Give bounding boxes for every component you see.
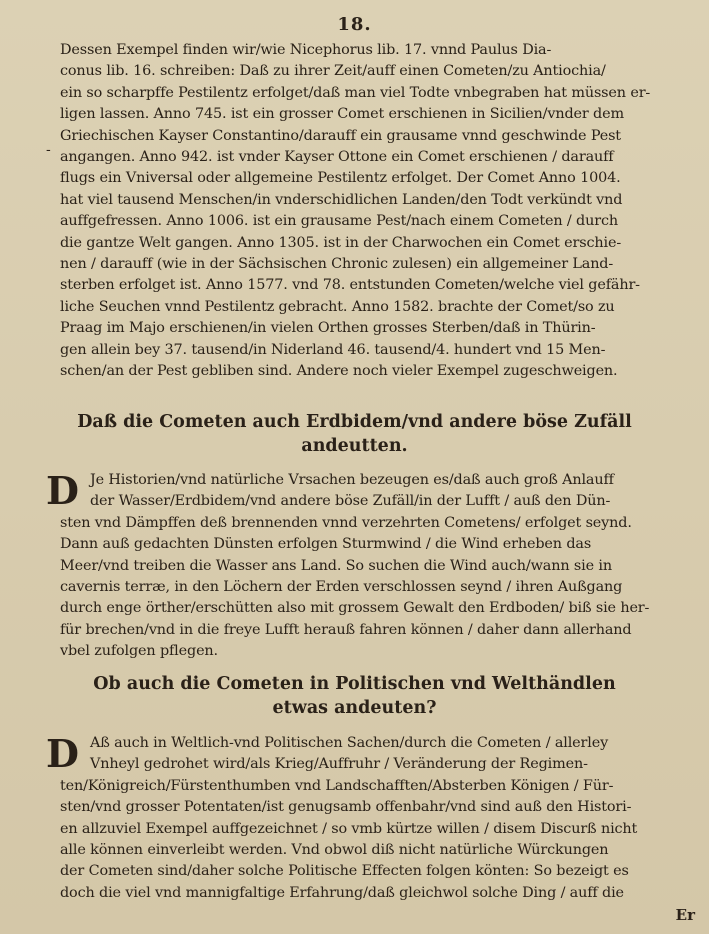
section-heading-2: [0, 672, 709, 720]
text-line: angangen. Anno 942. ist vnder Kayser Ottone ein Comet erschienen / darauff: [60, 149, 614, 166]
text-line: cavernis terræ, in den Löchern der Erden verschlossen seynd / ihren Außgang: [60, 579, 623, 596]
text-line: ten/Königreich/Fürstenthumben vnd Landschafften/Absterben Königen / Für-: [60, 777, 614, 794]
text-line: en allzuviel Exempel auffgezeichnet / so vmb kürtze willen / disem Discurß nicht: [60, 820, 638, 837]
text-line: Dessen Exempel finden wir/wie Nicephorus lib. 17. vnnd Paulus Dia-: [60, 42, 552, 58]
drop-cap: D: [46, 468, 79, 513]
text-line: andeutten.: [301, 436, 408, 456]
text-line: liche Seuchen vnnd Pestilentz gebracht. Anno 1582. brachte der Comet/so zu: [60, 298, 615, 315]
text-line: sten vnd Dämpffen deß brennenden vnnd verzehrten Cometens/ erfolget seynd.: [60, 514, 632, 531]
text-line: der Cometen sind/daher solche Politische Effecten folgen könten: So bezeigt es: [60, 863, 629, 880]
text-line: auffgefressen. Anno 1006. ist ein grausame Pest/nach einem Cometen / durch: [60, 213, 618, 230]
text-line: Vnheyl gedrohet wird/als Krieg/Auffruhr / Veränderung der Regimen-: [90, 756, 588, 773]
text-line: gen allein bey 37. tausend/in Niderland 46. tausend/4. hundert vnd 15 Men-: [60, 341, 606, 358]
text-line: Je Historien/vnd natürliche Vrsachen bezeugen es/daß auch groß Anlauff: [90, 472, 614, 488]
paragraph-3: [46, 731, 690, 904]
drop-cap: D: [46, 731, 79, 776]
text-line: alle können einverleibt werden. Vnd obwol diß nicht natürliche Würckungen: [60, 842, 609, 859]
text-line: ligen lassen. Anno 745. ist ein grosser Comet erschienen in Sicilien/vnder dem: [60, 106, 624, 123]
text-line: ein so scharpffe Pestilentz erfolget/daß man viel Todte vnbegraben hat müssen er-: [60, 84, 651, 101]
page-number: 18.: [337, 14, 372, 35]
text-line: etwas andeuten?: [272, 698, 437, 718]
text-line: für brechen/vnd in die freye Lufft herauß fahren können / daher dann allerhand: [60, 621, 632, 638]
text-line: hat viel tausend Menschen/in vnderschidlichen Landen/den Todt verkündt vnd: [60, 191, 623, 208]
text-line: conus lib. 16. schreiben: Daß zu ihrer Zeit/auff einen Cometen/zu Antiochia/: [60, 63, 606, 80]
text-line: doch die viel vnd mannigfaltige Erfahrung/daß gleichwol solche Ding / auff die: [60, 884, 624, 901]
text-line: Meer/vnd treiben die Wasser ans Land. So suchen die Wind auch/wann sie in: [60, 557, 612, 574]
text-line: die gantze Welt gangen. Anno 1305. ist in der Charwochen ein Comet erschie-: [60, 234, 622, 251]
text-line: Dann auß gedachten Dünsten erfolgen Sturmwind / die Wind erheben das: [60, 536, 592, 553]
text-line: der Wasser/Erdbidem/vnd andere böse Zufäll/in der Lufft / auß den Dün-: [90, 493, 611, 510]
text-line: Daß die Cometen auch Erdbidem/vnd andere böse Zufäll: [77, 412, 632, 432]
paragraph-1: [60, 40, 690, 383]
text-line: Ob auch die Cometen in Politischen vnd Welthändlen: [93, 674, 616, 694]
section-heading-1: [0, 410, 709, 458]
text-line: schen/an der Pest gebliben sind. Andere noch vieler Exempel zugeschweigen.: [60, 363, 618, 380]
text-line: vbel zufolgen pflegen.: [60, 643, 218, 660]
catchword: Er: [675, 906, 695, 924]
text-line: nen / darauff (wie in der Sächsischen Chronic zulesen) ein allgemeiner Land-: [60, 256, 614, 273]
margin-mark: -: [46, 142, 51, 158]
text-line: Aß auch in Weltlich-vnd Politischen Sachen/durch die Cometen / allerley: [90, 735, 609, 751]
text-line: sterben erfolget ist. Anno 1577. vnd 78. entstunden Cometen/welche viel gefähr-: [60, 277, 640, 294]
text-line: flugs ein Vniversal oder allgemeine Pestilentz erfolget. Der Comet Anno 1004.: [60, 170, 621, 187]
text-line: sten/vnd grosser Potentaten/ist genugsamb offenbahr/vnd sind auß den Histori-: [60, 799, 632, 816]
text-line: durch enge örther/erschütten also mit grossem Gewalt den Erdboden/ biß sie her-: [60, 600, 650, 617]
text-line: Praag im Majo erschienen/in vielen Orthen grosses Sterben/daß in Thürin-: [60, 320, 596, 337]
text-line: Griechischen Kayser Constantino/darauff ein grausame vnnd geschwinde Pest: [60, 127, 621, 144]
paragraph-2: [46, 468, 690, 663]
